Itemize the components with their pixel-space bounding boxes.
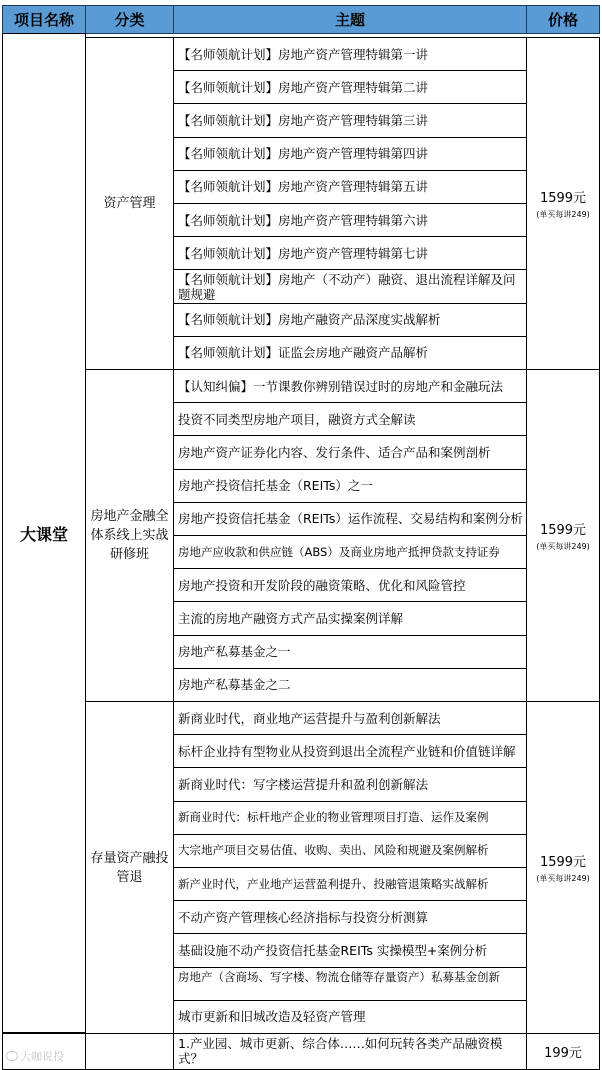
topic-row: 新商业时代：标杆地产企业的物业管理项目打造、运作及案例 [173, 801, 527, 835]
topic-row: 【名师领航计划】房地产资产管理特辑第一讲 [173, 37, 527, 71]
topic-row: 【名师领航计划】房地产资产管理特辑第三讲 [173, 103, 527, 137]
price-cell [526, 369, 600, 702]
header-project: 项目名称 [2, 5, 86, 34]
topic-row: 【名师领航计划】房地产资产管理特辑第二讲 [173, 70, 527, 104]
category-cell: 房地产金融全体系线上实战研修班 [85, 369, 174, 702]
category-cell: 存量资产融投管退 [85, 701, 174, 1034]
topic-row: 【认知纠偏】一节课教你辨别错误过时的房地产和金融玩法 [173, 369, 527, 403]
category-cell-empty [85, 1033, 174, 1070]
price-note: (单买每讲249) [536, 874, 590, 883]
topic-row: 1.产业园、城市更新、综合体……如何玩转各类产品融资模式？ [173, 1033, 527, 1070]
price-note: (单买每讲249) [536, 542, 590, 551]
topic-row: 投资不同类型房地产项目，融资方式全解读 [173, 402, 527, 436]
topic-row: 【名师领航计划】证监会房地产融资产品解析 [173, 336, 527, 370]
topic-row: 【名师领航计划】房地产（不动产）融资、退出流程详解及问题规避 [173, 269, 527, 303]
price-cell [526, 1033, 600, 1070]
price-cell [526, 37, 600, 370]
watermark [6, 1048, 64, 1064]
header-topic: 主题 [173, 5, 527, 34]
topic-row: 大宗地产项目交易估值、收购、卖出、风险和规避及案例解析 [173, 834, 527, 868]
topic-row: 房地产资产证券化内容、发行条件、适合产品和案例剖析 [173, 435, 527, 469]
topic-row: 基础设施不动产投资信托基金REITs 实操模型+案例分析 [173, 933, 527, 967]
topic-row: 主流的房地产融资方式产品实操案例详解 [173, 601, 527, 635]
topic-row: 房地产应收款和供应链（ABS）及商业房地产抵押贷款支持证券 [173, 535, 527, 569]
header-category: 分类 [85, 5, 174, 34]
topic-row: 房地产私募基金之一 [173, 635, 527, 669]
topic-row: 房地产投资信托基金（REITs）运作流程、交易结构和案例分析 [173, 502, 527, 536]
topic-row: 新商业时代：写字楼运营提升和盈利创新解法 [173, 767, 527, 801]
topic-row: 新产业时代，产业地产运营盈利提升、投融管退策略实战解析 [173, 867, 527, 901]
topic-row: 【名师领航计划】房地产融资产品深度实战解析 [173, 303, 527, 337]
price-note: (单买每讲249) [536, 210, 590, 219]
topic-row: 【名师领航计划】房地产资产管理特辑第五讲 [173, 170, 527, 204]
price-value: 1599元 [539, 523, 587, 538]
topic-row: 房地产投资和开发阶段的融资策略、优化和风险管控 [173, 568, 527, 602]
category-cell: 资产管理 [85, 37, 174, 370]
topic-row: 城市更新和旧城改造及轻资产管理 [173, 1000, 527, 1034]
topic-row: 【名师领航计划】房地产资产管理特辑第六讲 [173, 203, 527, 237]
topic-row: 房地产投资信托基金（REITs）之一 [173, 469, 527, 503]
header-price: 价格 [526, 5, 600, 34]
project-name-cell: 大课堂 [2, 33, 86, 1033]
price-value: 1599元 [539, 191, 587, 206]
topic-row: 新商业时代，商业地产运营提升与盈利创新解法 [173, 701, 527, 735]
topic-row: 不动产资产管理核心经济指标与投资分析测算 [173, 900, 527, 934]
price-cell [526, 701, 600, 1034]
topic-row: 房地产私募基金之二 [173, 668, 527, 702]
topic-row: 【名师领航计划】房地产资产管理特辑第四讲 [173, 137, 527, 171]
topic-row: 【名师领航计划】房地产资产管理特辑第七讲 [173, 236, 527, 270]
price-value: 1599元 [539, 855, 587, 870]
weibo-icon [6, 1051, 18, 1061]
watermark-text: 大咖说投 [20, 1050, 64, 1063]
price-value: 199元 [544, 1046, 582, 1061]
topic-row: 房地产（含商场、写字楼、物流仓储等存量资产）私募基金创新 [173, 967, 527, 1001]
topic-row: 标杆企业持有型物业从投资到退出全流程产业链和价值链详解 [173, 734, 527, 768]
